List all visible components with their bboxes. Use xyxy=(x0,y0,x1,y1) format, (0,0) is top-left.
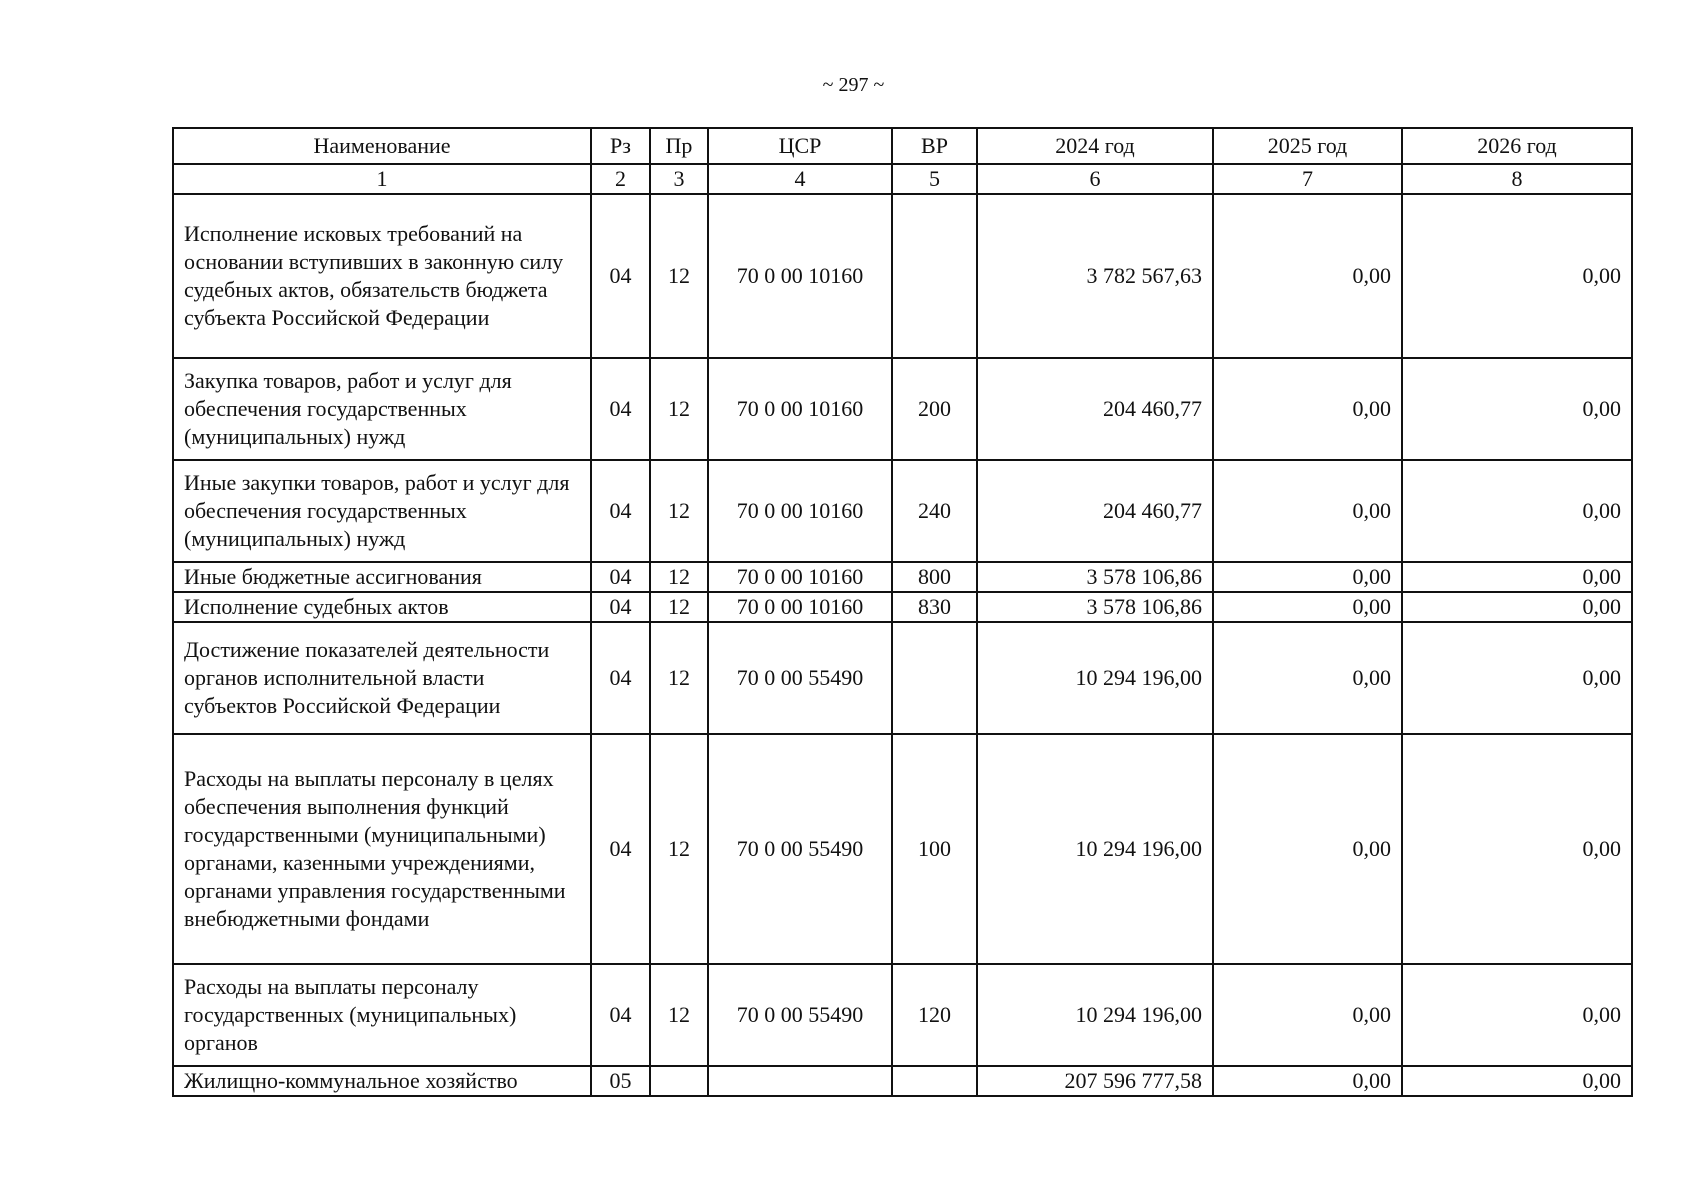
row-2024: 3 578 106,86 xyxy=(977,592,1213,622)
column-number: 5 xyxy=(892,164,977,194)
row-rz: 04 xyxy=(591,964,650,1066)
column-number: 1 xyxy=(173,164,591,194)
row-vr: 800 xyxy=(892,562,977,592)
row-2026: 0,00 xyxy=(1402,964,1632,1066)
row-vr: 240 xyxy=(892,460,977,562)
row-name: Расходы на выплаты персоналу государственных (муниципальных) органов xyxy=(173,964,591,1066)
header-2024: 2024 год xyxy=(977,128,1213,164)
row-2024: 10 294 196,00 xyxy=(977,622,1213,734)
row-2026: 0,00 xyxy=(1402,622,1632,734)
row-vr: 120 xyxy=(892,964,977,1066)
row-pr: 12 xyxy=(650,194,708,358)
row-rz: 04 xyxy=(591,622,650,734)
row-vr xyxy=(892,1066,977,1096)
row-2025: 0,00 xyxy=(1213,358,1402,460)
row-2026: 0,00 xyxy=(1402,734,1632,964)
header-2026: 2026 год xyxy=(1402,128,1632,164)
row-rz: 04 xyxy=(591,358,650,460)
row-name: Иные бюджетные ассигнования xyxy=(173,562,591,592)
row-csr: 70 0 00 10160 xyxy=(708,194,892,358)
row-pr xyxy=(650,1066,708,1096)
column-number-row xyxy=(173,164,1632,194)
row-vr: 830 xyxy=(892,592,977,622)
table-row xyxy=(173,964,1632,1066)
header-vr: ВР xyxy=(892,128,977,164)
row-name: Исполнение исковых требований на основании вступивших в законную силу судебных актов, обязательств бюджета субъекта Российской Федерации xyxy=(173,194,591,358)
table-header-row xyxy=(173,128,1632,164)
column-number: 3 xyxy=(650,164,708,194)
row-2026: 0,00 xyxy=(1402,358,1632,460)
row-2025: 0,00 xyxy=(1213,1066,1402,1096)
table-row xyxy=(173,562,1632,592)
budget-table xyxy=(172,127,1633,1097)
row-2025: 0,00 xyxy=(1213,562,1402,592)
table-row xyxy=(173,592,1632,622)
table-row xyxy=(173,1066,1632,1096)
row-csr: 70 0 00 55490 xyxy=(708,964,892,1066)
row-2025: 0,00 xyxy=(1213,460,1402,562)
table-row xyxy=(173,622,1632,734)
row-name: Исполнение судебных актов xyxy=(173,592,591,622)
row-2025: 0,00 xyxy=(1213,734,1402,964)
row-name: Достижение показателей деятельности органов исполнительной власти субъектов Российской Федерации xyxy=(173,622,591,734)
header-rz: Рз xyxy=(591,128,650,164)
column-number: 6 xyxy=(977,164,1213,194)
column-number: 7 xyxy=(1213,164,1402,194)
row-pr: 12 xyxy=(650,460,708,562)
row-csr: 70 0 00 10160 xyxy=(708,460,892,562)
row-rz: 04 xyxy=(591,460,650,562)
row-rz: 05 xyxy=(591,1066,650,1096)
row-csr: 70 0 00 10160 xyxy=(708,562,892,592)
row-name: Жилищно-коммунальное хозяйство xyxy=(173,1066,591,1096)
table-row xyxy=(173,460,1632,562)
row-rz: 04 xyxy=(591,194,650,358)
row-2025: 0,00 xyxy=(1213,964,1402,1066)
row-2025: 0,00 xyxy=(1213,592,1402,622)
row-2024: 207 596 777,58 xyxy=(977,1066,1213,1096)
row-2024: 3 578 106,86 xyxy=(977,562,1213,592)
row-rz: 04 xyxy=(591,592,650,622)
column-number: 4 xyxy=(708,164,892,194)
row-vr xyxy=(892,622,977,734)
row-rz: 04 xyxy=(591,562,650,592)
header-pr: Пр xyxy=(650,128,708,164)
row-2024: 204 460,77 xyxy=(977,460,1213,562)
row-2026: 0,00 xyxy=(1402,1066,1632,1096)
row-2026: 0,00 xyxy=(1402,592,1632,622)
row-csr: 70 0 00 55490 xyxy=(708,622,892,734)
row-2025: 0,00 xyxy=(1213,194,1402,358)
table-row xyxy=(173,358,1632,460)
row-rz: 04 xyxy=(591,734,650,964)
row-2026: 0,00 xyxy=(1402,562,1632,592)
row-2025: 0,00 xyxy=(1213,622,1402,734)
row-2026: 0,00 xyxy=(1402,194,1632,358)
row-csr: 70 0 00 55490 xyxy=(708,734,892,964)
row-name: Закупка товаров, работ и услуг для обеспечения государственных (муниципальных) нужд xyxy=(173,358,591,460)
row-2026: 0,00 xyxy=(1402,460,1632,562)
row-pr: 12 xyxy=(650,358,708,460)
row-csr: 70 0 00 10160 xyxy=(708,592,892,622)
row-csr: 70 0 00 10160 xyxy=(708,358,892,460)
header-2025: 2025 год xyxy=(1213,128,1402,164)
row-2024: 204 460,77 xyxy=(977,358,1213,460)
row-vr xyxy=(892,194,977,358)
row-pr: 12 xyxy=(650,734,708,964)
table-row xyxy=(173,734,1632,964)
row-2024: 10 294 196,00 xyxy=(977,734,1213,964)
row-pr: 12 xyxy=(650,622,708,734)
row-name: Расходы на выплаты персоналу в целях обеспечения выполнения функций государственными (муниципальными) органами, казенными учреждениями, органами управления государственными внебюджетными фондами xyxy=(173,734,591,964)
row-csr xyxy=(708,1066,892,1096)
row-vr: 100 xyxy=(892,734,977,964)
column-number: 2 xyxy=(591,164,650,194)
column-number: 8 xyxy=(1402,164,1632,194)
row-vr: 200 xyxy=(892,358,977,460)
row-pr: 12 xyxy=(650,592,708,622)
table-row xyxy=(173,194,1632,358)
row-name: Иные закупки товаров, работ и услуг для обеспечения государственных (муниципальных) нужд xyxy=(173,460,591,562)
row-2024: 3 782 567,63 xyxy=(977,194,1213,358)
row-pr: 12 xyxy=(650,562,708,592)
header-csr: ЦСР xyxy=(708,128,892,164)
row-pr: 12 xyxy=(650,964,708,1066)
page-number: ~ 297 ~ xyxy=(822,74,885,96)
header-name: Наименование xyxy=(173,128,591,164)
row-2024: 10 294 196,00 xyxy=(977,964,1213,1066)
